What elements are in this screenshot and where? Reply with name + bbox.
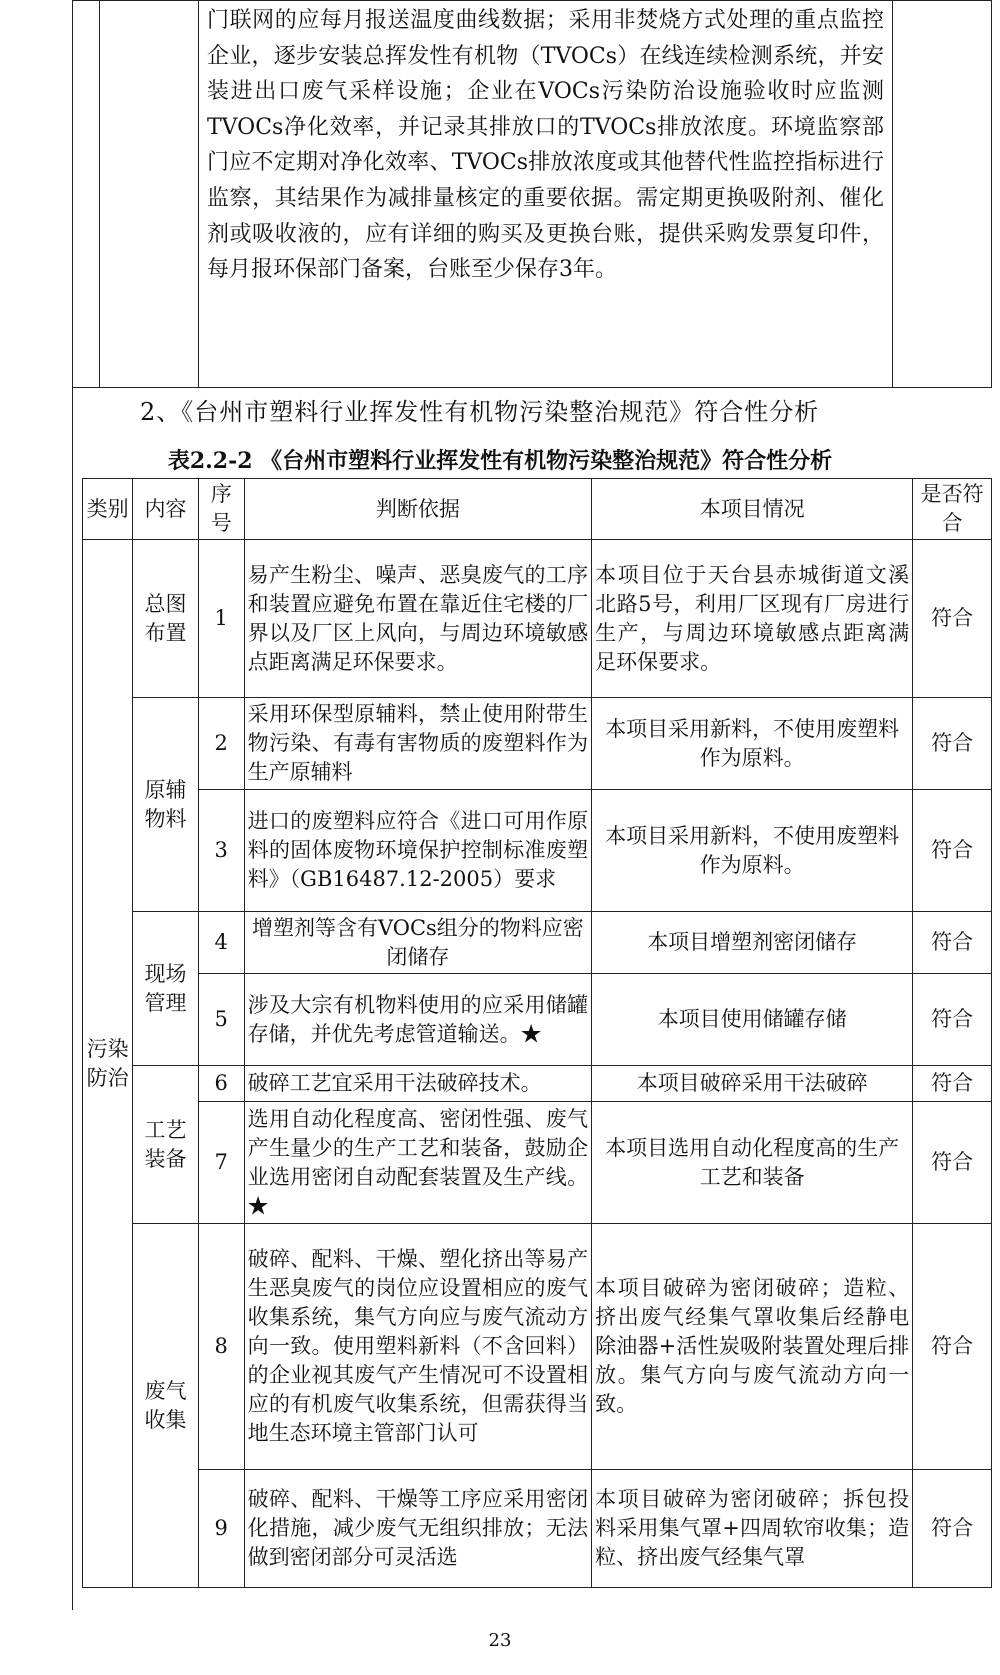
table-row — [83, 1470, 992, 1588]
blank-cell — [893, 1, 992, 388]
continuation-table — [72, 0, 992, 388]
seq-cell: 7 — [198, 1102, 244, 1224]
table-row — [83, 1102, 992, 1224]
basis-cell: 增塑剂等含有VOCs组分的物料应密闭储存 — [244, 912, 591, 974]
table-row — [83, 790, 992, 912]
seq-cell: 9 — [198, 1470, 244, 1588]
continuation-text-cell — [199, 1, 893, 388]
basis-cell: 涉及大宗有机物料使用的应采用储罐存储，并优先考虑管道输送。★ — [244, 974, 591, 1066]
seq-cell: 5 — [198, 974, 244, 1066]
header-content: 内容 — [133, 479, 199, 540]
header-seq: 序号 — [198, 479, 244, 540]
compliant-cell: 符合 — [913, 698, 992, 790]
header-situation: 本项目情况 — [592, 479, 913, 540]
group-cell: 现场管理 — [133, 912, 199, 1066]
compliant-cell: 符合 — [913, 1102, 992, 1224]
situation-cell: 本项目采用新料，不使用废塑料作为原料。 — [592, 790, 913, 912]
compliant-cell: 符合 — [913, 1470, 992, 1588]
header-compliant: 是否符合 — [913, 479, 992, 540]
compliant-cell: 符合 — [913, 1224, 992, 1470]
compliant-cell: 符合 — [913, 790, 992, 912]
continuation-text: 门联网的应每月报送温度曲线数据；采用非焚烧方式处理的重点监控企业，逐步安装总挥发性有机物（TVOCs）在线连续检测系统，并安装进出口废气采样设施；企业在VOCs污染防治设施验收时应监测TVOCs净化效率，并记录其排放口的TVOCs排放浓度。环境监察部门应不定期对净化效率、TVOCs排放浓度或其他替代性监控指标进行监察，其结果作为减排量核定的重要依据。需定期更换吸附剂、催化剂或吸收液的，应有详细的购买及更换台账，提供采购发票复印件，每月报环保部门备案，台账至少保存3年。 — [207, 8, 884, 283]
seq-cell: 3 — [198, 790, 244, 912]
situation-cell: 本项目增塑剂密闭储存 — [592, 912, 913, 974]
header-basis: 判断依据 — [244, 479, 591, 540]
table-row — [83, 1224, 992, 1470]
situation-cell: 本项目采用新料，不使用废塑料作为原料。 — [592, 698, 913, 790]
group-cell: 总图布置 — [133, 540, 199, 698]
table-caption: 表2.2-2 《台州市塑料行业挥发性有机物污染整治规范》符合性分析 — [167, 448, 833, 474]
table-header-row — [83, 479, 992, 540]
basis-cell: 采用环保型原辅料，禁止使用附带生物污染、有毒有害物质的废塑料作为生产原辅料 — [244, 698, 591, 790]
header-category: 类别 — [83, 479, 133, 540]
table-row — [83, 698, 992, 790]
situation-cell: 本项目破碎为密闭破碎；拆包投料采用集气罩+四周软帘收集；造粒、挤出废气经集气罩 — [592, 1470, 913, 1588]
situation-cell: 本项目位于天台县赤城街道文溪北路5号，利用厂区现有厂房进行生产，与周边环境敏感点距离满足环保要求。 — [592, 540, 913, 698]
situation-cell: 本项目破碎为密闭破碎；造粒、挤出废气经集气罩收集后经静电除油器+活性炭吸附装置处理后排放。集气方向与废气流动方向一致。 — [592, 1224, 913, 1470]
seq-cell: 1 — [198, 540, 244, 698]
page-number: 23 — [488, 1630, 512, 1651]
category-cell: 污染防治 — [83, 540, 133, 1588]
table-row — [83, 1066, 992, 1102]
basis-cell: 进口的废塑料应符合《进口可用作原料的固体废物环境保护控制标准废塑料》（GB16487.12-2005）要求 — [244, 790, 591, 912]
situation-cell: 本项目选用自动化程度高的生产工艺和装备 — [592, 1102, 913, 1224]
basis-cell: 易产生粉尘、噪声、恶臭废气的工序和装置应避免布置在靠近住宅楼的厂界以及厂区上风向，与周边环境敏感点距离满足环保要求。 — [244, 540, 591, 698]
seq-cell: 2 — [198, 698, 244, 790]
basis-cell: 选用自动化程度高、密闭性强、废气产生量少的生产工艺和装备，鼓励企业选用密闭自动配套装置及生产线。★ — [244, 1102, 591, 1224]
blank-cell — [100, 1, 199, 388]
compliant-cell: 符合 — [913, 974, 992, 1066]
compliant-cell: 符合 — [913, 1066, 992, 1102]
group-cell: 工艺装备 — [133, 1066, 199, 1224]
group-cell: 废气收集 — [133, 1224, 199, 1588]
basis-cell: 破碎、配料、干燥、塑化挤出等易产生恶臭废气的岗位应设置相应的废气收集系统，集气方向应与废气流动方向一致。使用塑料新料（不含回料）的企业视其废气产生情况可不设置相应的有机废气收集系统，但需获得当地生态环境主管部门认可 — [244, 1224, 591, 1470]
basis-cell: 破碎、配料、干燥等工序应采用密闭化措施，减少废气无组织排放；无法做到密闭部分可灵活选 — [244, 1470, 591, 1588]
group-cell: 原辅物料 — [133, 698, 199, 912]
compliant-cell: 符合 — [913, 912, 992, 974]
compliant-cell: 符合 — [913, 540, 992, 698]
basis-cell: 破碎工艺宜采用干法破碎技术。 — [244, 1066, 591, 1102]
seq-cell: 8 — [198, 1224, 244, 1470]
compliance-table — [82, 478, 992, 1588]
blank-cell — [73, 1, 100, 388]
seq-cell: 4 — [198, 912, 244, 974]
situation-cell: 本项目破碎采用干法破碎 — [592, 1066, 913, 1102]
table-row — [83, 912, 992, 974]
situation-cell: 本项目使用储罐存储 — [592, 974, 913, 1066]
table-row — [83, 540, 992, 698]
table-row — [83, 974, 992, 1066]
seq-cell: 6 — [198, 1066, 244, 1102]
section-heading: 2、《台州市塑料行业挥发性有机物污染整治规范》符合性分析 — [140, 398, 820, 426]
